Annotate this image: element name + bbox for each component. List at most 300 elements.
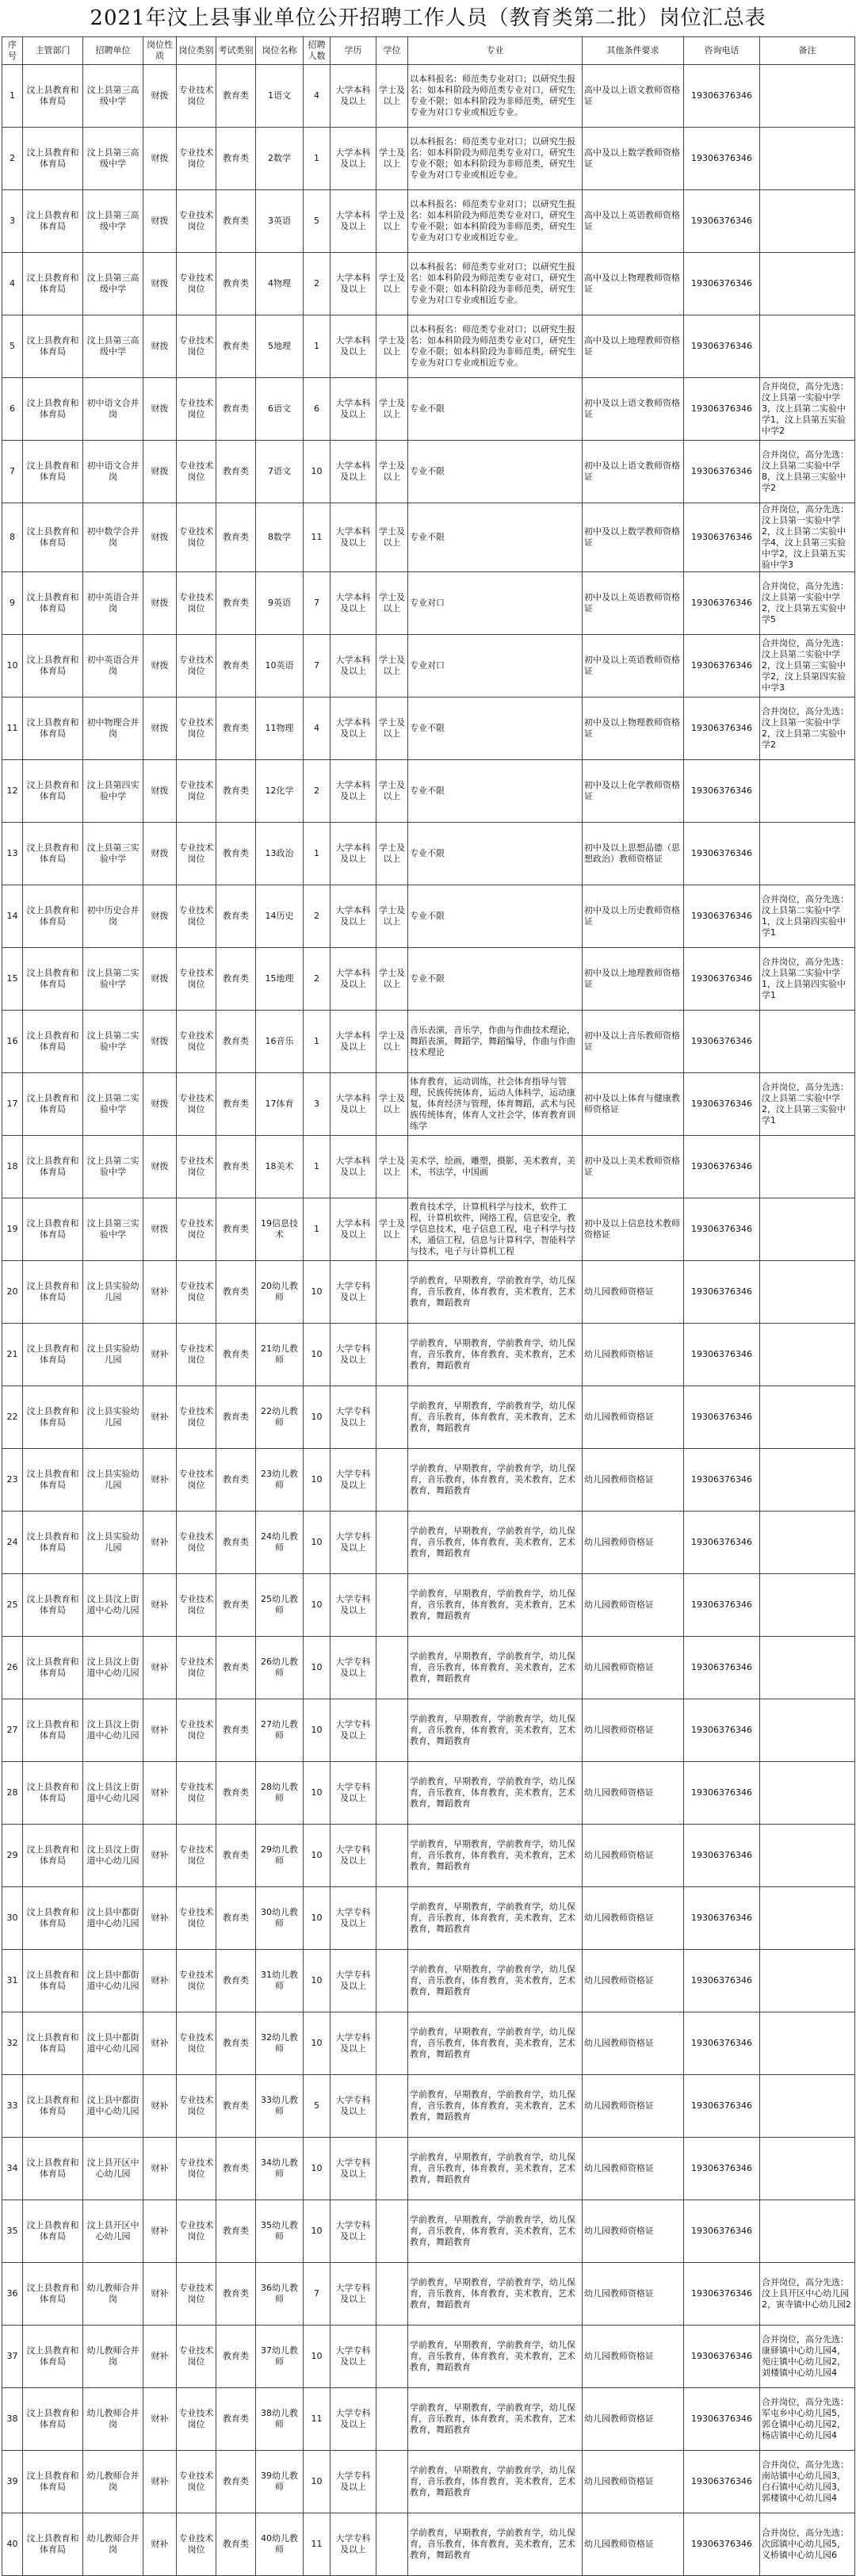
cell-education: 大学专科及以上	[331, 1762, 376, 1825]
cell-degree	[376, 2263, 408, 2326]
cell-post-name: 37幼儿教师	[256, 2326, 304, 2388]
cell-category: 专业技术岗位	[177, 441, 216, 503]
cell-headcount: 7	[304, 2263, 331, 2326]
cell-post-name: 18美术	[256, 1136, 304, 1198]
cell-major: 学前教育，早期教育，学前教育学，幼儿保育，音乐教育，体育教育，美术教育，艺术教育，舞蹈教育	[408, 1449, 583, 1512]
cell-unit: 初中历史合并岗	[83, 885, 143, 948]
cell-post-name: 23幼儿教师	[256, 1449, 304, 1512]
cell-category: 专业技术岗位	[177, 2138, 216, 2200]
cell-other-requirements: 高中及以上物理教师资格证	[583, 253, 684, 315]
cell-degree: 学士及以上	[376, 1073, 408, 1136]
cell-headcount: 10	[304, 2451, 331, 2513]
cell-other-requirements: 幼儿园教师资格证	[583, 2451, 684, 2513]
cell-degree	[376, 1887, 408, 1950]
positions-table	[2, 36, 855, 2576]
cell-remarks: 合并岗位，高分先选：康驿镇中心幼儿园4，苑庄镇中心幼儿园2，刘楼镇中心幼儿园4	[760, 2326, 855, 2388]
cell-major: 以本科报名：师范类专业对口；以研究生报名：如本科阶段为师范类专业对口，研究生专业不限；如本科阶段为非师范类，研究生专业为对口专业或相近专业。	[408, 253, 583, 315]
cell-category: 专业技术岗位	[177, 1762, 216, 1825]
cell-headcount: 7	[304, 572, 331, 635]
cell-degree: 学士及以上	[376, 65, 408, 128]
table-row	[2, 315, 855, 378]
cell-unit: 初中英语合并岗	[83, 635, 143, 698]
cell-department: 汶上县教育和体育局	[23, 1449, 83, 1512]
cell-phone: 19306376346	[684, 2326, 760, 2388]
cell-major: 学前教育，早期教育，学前教育学，幼儿保育，音乐教育，体育教育，美术教育，艺术教育，舞蹈教育	[408, 2263, 583, 2326]
table-row	[2, 1261, 855, 1324]
cell-phone: 19306376346	[684, 2263, 760, 2326]
table-row	[2, 253, 855, 315]
cell-headcount: 5	[304, 190, 331, 253]
cell-post-name: 15地理	[256, 948, 304, 1011]
cell-post-name: 21幼儿教师	[256, 1324, 304, 1386]
cell-major: 学前教育，早期教育，学前教育学，幼儿保育，音乐教育，体育教育，美术教育，艺术教育，舞蹈教育	[408, 1950, 583, 2012]
cell-degree	[376, 2200, 408, 2263]
cell-exam-type: 教育类	[216, 1574, 256, 1637]
cell-major: 学前教育，早期教育，学前教育学，幼儿保育，音乐教育，体育教育，美术教育，艺术教育，舞蹈教育	[408, 1762, 583, 1825]
cell-post-name: 2数学	[256, 128, 304, 190]
cell-unit: 幼儿教师合并岗	[83, 2326, 143, 2388]
cell-post-name: 35幼儿教师	[256, 2200, 304, 2263]
table-row	[2, 885, 855, 948]
cell-post-name: 17体育	[256, 1073, 304, 1136]
cell-other-requirements: 幼儿园教师资格证	[583, 1637, 684, 1699]
cell-remarks	[760, 1637, 855, 1699]
column-header: 咨询电话	[684, 37, 760, 65]
cell-remarks	[760, 1825, 855, 1887]
cell-number: 15	[2, 948, 23, 1011]
cell-major: 学前教育，早期教育，学前教育学，幼儿保育，音乐教育，体育教育，美术教育，艺术教育，舞蹈教育	[408, 1512, 583, 1574]
cell-category: 专业技术岗位	[177, 760, 216, 823]
cell-post-name: 29幼儿教师	[256, 1825, 304, 1887]
cell-degree: 学士及以上	[376, 698, 408, 760]
cell-unit: 汶上县中都街道中心幼儿园	[83, 2012, 143, 2075]
cell-nature: 财补	[143, 1825, 177, 1887]
cell-post-name: 9英语	[256, 572, 304, 635]
cell-exam-type: 教育类	[216, 1261, 256, 1324]
cell-exam-type: 教育类	[216, 128, 256, 190]
cell-degree	[376, 2075, 408, 2138]
cell-nature: 财补	[143, 2326, 177, 2388]
table-row	[2, 1950, 855, 2012]
cell-nature: 财补	[143, 1261, 177, 1324]
cell-other-requirements: 高中及以上数学教师资格证	[583, 128, 684, 190]
cell-category: 专业技术岗位	[177, 2451, 216, 2513]
cell-phone: 19306376346	[684, 1512, 760, 1574]
cell-remarks	[760, 2138, 855, 2200]
cell-major: 美术学，绘画，雕塑，摄影，美术教育，美术，书法学，中国画	[408, 1136, 583, 1198]
cell-major: 专业不限	[408, 441, 583, 503]
cell-department: 汶上县教育和体育局	[23, 1574, 83, 1637]
cell-degree	[376, 1386, 408, 1449]
cell-other-requirements: 幼儿园教师资格证	[583, 2388, 684, 2451]
cell-exam-type: 教育类	[216, 1386, 256, 1449]
cell-number: 18	[2, 1136, 23, 1198]
cell-number: 29	[2, 1825, 23, 1887]
cell-category: 专业技术岗位	[177, 823, 216, 885]
table-row	[2, 572, 855, 635]
cell-department: 汶上县教育和体育局	[23, 948, 83, 1011]
cell-number: 35	[2, 2200, 23, 2263]
cell-unit: 幼儿教师合并岗	[83, 2263, 143, 2326]
cell-other-requirements: 高中及以上英语教师资格证	[583, 190, 684, 253]
cell-remarks	[760, 1574, 855, 1637]
cell-nature: 财拨	[143, 1136, 177, 1198]
cell-other-requirements: 高中及以上语文教师资格证	[583, 65, 684, 128]
cell-degree: 学士及以上	[376, 128, 408, 190]
cell-remarks: 合并岗位，高分先选：汶上县第一实验中学3，汶上县第二实验中学1，汶上县第五实验中学2	[760, 378, 855, 441]
cell-education: 大学专科及以上	[331, 2200, 376, 2263]
cell-unit: 汶上县第二实验中学	[83, 1136, 143, 1198]
cell-headcount: 11	[304, 503, 331, 572]
cell-nature: 财补	[143, 1449, 177, 1512]
cell-category: 专业技术岗位	[177, 1011, 216, 1073]
cell-category: 专业技术岗位	[177, 128, 216, 190]
cell-department: 汶上县教育和体育局	[23, 1136, 83, 1198]
cell-remarks: 合并岗位，高分先选：军屯乡中心幼儿园5，郭仓镇中心幼儿园2，杨店镇中心幼儿园4	[760, 2388, 855, 2451]
cell-headcount: 10	[304, 1699, 331, 1762]
cell-phone: 19306376346	[684, 1637, 760, 1699]
cell-phone: 19306376346	[684, 503, 760, 572]
cell-department: 汶上县教育和体育局	[23, 65, 83, 128]
cell-education: 大学本科及以上	[331, 65, 376, 128]
cell-unit: 汶上县实验幼儿园	[83, 1324, 143, 1386]
cell-headcount: 10	[304, 1324, 331, 1386]
table-row	[2, 1699, 855, 1762]
cell-number: 20	[2, 1261, 23, 1324]
cell-headcount: 1	[304, 1136, 331, 1198]
column-header: 岗位名称	[256, 37, 304, 65]
table-body	[2, 65, 855, 2576]
header-row	[2, 37, 855, 65]
cell-remarks	[760, 65, 855, 128]
cell-exam-type: 教育类	[216, 1324, 256, 1386]
cell-remarks	[760, 1136, 855, 1198]
cell-remarks	[760, 1512, 855, 1574]
cell-education: 大学本科及以上	[331, 1011, 376, 1073]
cell-remarks	[760, 2200, 855, 2263]
cell-exam-type: 教育类	[216, 885, 256, 948]
cell-post-name: 12化学	[256, 760, 304, 823]
cell-major: 专业不限	[408, 378, 583, 441]
cell-department: 汶上县教育和体育局	[23, 503, 83, 572]
cell-education: 大学本科及以上	[331, 948, 376, 1011]
cell-headcount: 10	[304, 2138, 331, 2200]
cell-remarks	[760, 2075, 855, 2138]
cell-nature: 财补	[143, 2263, 177, 2326]
cell-degree	[376, 2388, 408, 2451]
cell-headcount: 4	[304, 698, 331, 760]
cell-unit: 汶上县开区中心幼儿园	[83, 2138, 143, 2200]
cell-unit: 汶上县中都街道中心幼儿园	[83, 1950, 143, 2012]
cell-exam-type: 教育类	[216, 1011, 256, 1073]
cell-nature: 财补	[143, 2513, 177, 2576]
cell-unit: 汶上县第四实验中学	[83, 760, 143, 823]
cell-major: 专业不限	[408, 698, 583, 760]
cell-post-name: 34幼儿教师	[256, 2138, 304, 2200]
cell-exam-type: 教育类	[216, 1512, 256, 1574]
cell-major: 以本科报名：师范类专业对口；以研究生报名：如本科阶段为师范类专业对口，研究生专业不限；如本科阶段为非师范类，研究生专业为对口专业或相近专业。	[408, 190, 583, 253]
cell-headcount: 1	[304, 1011, 331, 1073]
cell-major: 教育技术学，计算机科学与技术，软件工程，计算机软件，网络工程，信息安全，教学信息技术，电子信息工程，电子科学与技术，通信工程，信息与计算科学，智能科学与技术，电子与计算机工程	[408, 1198, 583, 1261]
cell-number: 5	[2, 315, 23, 378]
cell-nature: 财补	[143, 1699, 177, 1762]
cell-education: 大学本科及以上	[331, 503, 376, 572]
cell-nature: 财拨	[143, 635, 177, 698]
cell-unit: 汶上县第三实验中学	[83, 823, 143, 885]
cell-headcount: 11	[304, 2513, 331, 2576]
cell-exam-type: 教育类	[216, 1762, 256, 1825]
cell-nature: 财拨	[143, 948, 177, 1011]
cell-education: 大学本科及以上	[331, 253, 376, 315]
cell-number: 28	[2, 1762, 23, 1825]
cell-post-name: 32幼儿教师	[256, 2012, 304, 2075]
table-row	[2, 2012, 855, 2075]
cell-education: 大学本科及以上	[331, 823, 376, 885]
cell-degree: 学士及以上	[376, 885, 408, 948]
cell-exam-type: 教育类	[216, 2513, 256, 2576]
cell-major: 音乐表演，音乐学，作曲与作曲技术理论，舞蹈表演，舞蹈学，舞蹈编导，作曲与作曲技术理论	[408, 1011, 583, 1073]
cell-number: 33	[2, 2075, 23, 2138]
cell-headcount: 2	[304, 948, 331, 1011]
cell-department: 汶上县教育和体育局	[23, 378, 83, 441]
cell-phone: 19306376346	[684, 1386, 760, 1449]
cell-phone: 19306376346	[684, 1073, 760, 1136]
cell-remarks: 合并岗位，高分先选：汶上县第二实验中学2，汶上县第三实验中学2，汶上县第四实验中学3	[760, 635, 855, 698]
cell-remarks	[760, 1198, 855, 1261]
cell-remarks	[760, 190, 855, 253]
cell-department: 汶上县教育和体育局	[23, 1762, 83, 1825]
cell-unit: 汶上县实验幼儿园	[83, 1261, 143, 1324]
cell-department: 汶上县教育和体育局	[23, 2012, 83, 2075]
cell-phone: 19306376346	[684, 1449, 760, 1512]
cell-department: 汶上县教育和体育局	[23, 1386, 83, 1449]
cell-remarks	[760, 1699, 855, 1762]
cell-major: 学前教育，早期教育，学前教育学，幼儿保育，音乐教育，体育教育，美术教育，艺术教育，舞蹈教育	[408, 1574, 583, 1637]
cell-education: 大学本科及以上	[331, 128, 376, 190]
cell-unit: 汶上县中都街道中心幼儿园	[83, 1887, 143, 1950]
table-row	[2, 1198, 855, 1261]
cell-major: 学前教育，早期教育，学前教育学，幼儿保育，音乐教育，体育教育，美术教育，艺术教育，舞蹈教育	[408, 2200, 583, 2263]
cell-remarks	[760, 760, 855, 823]
cell-post-name: 5地理	[256, 315, 304, 378]
cell-nature: 财补	[143, 1386, 177, 1449]
table-row	[2, 190, 855, 253]
cell-number: 2	[2, 128, 23, 190]
cell-exam-type: 教育类	[216, 2326, 256, 2388]
cell-number: 26	[2, 1637, 23, 1699]
cell-education: 大学本科及以上	[331, 1136, 376, 1198]
table-row	[2, 2138, 855, 2200]
cell-headcount: 10	[304, 1637, 331, 1699]
table-row	[2, 65, 855, 128]
table-row	[2, 1512, 855, 1574]
cell-department: 汶上县教育和体育局	[23, 1825, 83, 1887]
cell-degree	[376, 1762, 408, 1825]
column-header: 学位	[376, 37, 408, 65]
cell-headcount: 10	[304, 2200, 331, 2263]
cell-number: 36	[2, 2263, 23, 2326]
cell-post-name: 7语文	[256, 441, 304, 503]
cell-post-name: 1语文	[256, 65, 304, 128]
cell-number: 21	[2, 1324, 23, 1386]
cell-remarks: 合并岗位，高分先选：南站镇中心幼儿园3，白石镇中心幼儿园3，郭楼镇中心幼儿园4	[760, 2451, 855, 2513]
column-header: 专业	[408, 37, 583, 65]
cell-number: 24	[2, 1512, 23, 1574]
cell-exam-type: 教育类	[216, 1449, 256, 1512]
cell-number: 19	[2, 1198, 23, 1261]
table-row	[2, 1762, 855, 1825]
cell-phone: 19306376346	[684, 760, 760, 823]
table-row	[2, 1574, 855, 1637]
cell-headcount: 10	[304, 1762, 331, 1825]
table-row	[2, 635, 855, 698]
cell-remarks: 合并岗位，高分先选：汶上县第二实验中学1，汶上县第四实验中学1	[760, 885, 855, 948]
cell-department: 汶上县教育和体育局	[23, 698, 83, 760]
cell-phone: 19306376346	[684, 65, 760, 128]
cell-number: 37	[2, 2326, 23, 2388]
cell-phone: 19306376346	[684, 378, 760, 441]
table-row	[2, 2451, 855, 2513]
cell-other-requirements: 幼儿园教师资格证	[583, 1512, 684, 1574]
cell-post-name: 28幼儿教师	[256, 1762, 304, 1825]
cell-nature: 财拨	[143, 441, 177, 503]
cell-exam-type: 教育类	[216, 253, 256, 315]
cell-exam-type: 教育类	[216, 635, 256, 698]
cell-unit: 汶上县汶上街道中心幼儿园	[83, 1699, 143, 1762]
cell-headcount: 2	[304, 760, 331, 823]
cell-unit: 汶上县第二实验中学	[83, 1011, 143, 1073]
cell-headcount: 2	[304, 253, 331, 315]
cell-degree: 学士及以上	[376, 315, 408, 378]
cell-category: 专业技术岗位	[177, 1073, 216, 1136]
column-header: 岗位性质	[143, 37, 177, 65]
cell-number: 40	[2, 2513, 23, 2576]
cell-number: 11	[2, 698, 23, 760]
cell-nature: 财补	[143, 1324, 177, 1386]
cell-education: 大学本科及以上	[331, 378, 376, 441]
cell-nature: 财拨	[143, 760, 177, 823]
cell-major: 专业对口	[408, 635, 583, 698]
column-header: 备注	[760, 37, 855, 65]
cell-department: 汶上县教育和体育局	[23, 823, 83, 885]
cell-unit: 初中英语合并岗	[83, 572, 143, 635]
cell-major: 学前教育，早期教育，学前教育学，幼儿保育，音乐教育，体育教育，美术教育，艺术教育，舞蹈教育	[408, 2451, 583, 2513]
cell-remarks: 合并岗位，高分先选：汶上县第一实验中学2，汶上县第五实验中学5	[760, 572, 855, 635]
cell-nature: 财拨	[143, 503, 177, 572]
cell-category: 专业技术岗位	[177, 2263, 216, 2326]
cell-nature: 财拨	[143, 378, 177, 441]
cell-phone: 19306376346	[684, 885, 760, 948]
table-row	[2, 1825, 855, 1887]
cell-education: 大学专科及以上	[331, 1825, 376, 1887]
cell-degree	[376, 2012, 408, 2075]
cell-category: 专业技术岗位	[177, 1261, 216, 1324]
cell-unit: 汶上县开区中心幼儿园	[83, 2200, 143, 2263]
cell-nature: 财拨	[143, 253, 177, 315]
cell-unit: 汶上县第三高级中学	[83, 128, 143, 190]
cell-exam-type: 教育类	[216, 1198, 256, 1261]
cell-department: 汶上县教育和体育局	[23, 760, 83, 823]
cell-degree	[376, 1324, 408, 1386]
cell-nature: 财拨	[143, 190, 177, 253]
cell-post-name: 4物理	[256, 253, 304, 315]
cell-degree: 学士及以上	[376, 948, 408, 1011]
cell-post-name: 31幼儿教师	[256, 1950, 304, 2012]
cell-category: 专业技术岗位	[177, 1324, 216, 1386]
cell-education: 大学专科及以上	[331, 1261, 376, 1324]
cell-post-name: 24幼儿教师	[256, 1512, 304, 1574]
cell-category: 专业技术岗位	[177, 2075, 216, 2138]
cell-major: 专业不限	[408, 760, 583, 823]
cell-number: 38	[2, 2388, 23, 2451]
cell-education: 大学专科及以上	[331, 1512, 376, 1574]
table-row	[2, 2263, 855, 2326]
cell-education: 大学专科及以上	[331, 2326, 376, 2388]
cell-nature: 财拨	[143, 698, 177, 760]
cell-headcount: 10	[304, 1574, 331, 1637]
cell-other-requirements: 初中及以上物理教师资格证	[583, 698, 684, 760]
cell-headcount: 1	[304, 823, 331, 885]
cell-other-requirements: 幼儿园教师资格证	[583, 1574, 684, 1637]
cell-post-name: 6语文	[256, 378, 304, 441]
cell-nature: 财拨	[143, 65, 177, 128]
cell-degree: 学士及以上	[376, 378, 408, 441]
cell-number: 14	[2, 885, 23, 948]
cell-department: 汶上县教育和体育局	[23, 1950, 83, 2012]
cell-education: 大学本科及以上	[331, 1073, 376, 1136]
cell-number: 22	[2, 1386, 23, 1449]
column-header: 序号	[2, 37, 23, 65]
cell-phone: 19306376346	[684, 2513, 760, 2576]
cell-nature: 财补	[143, 2388, 177, 2451]
cell-department: 汶上县教育和体育局	[23, 572, 83, 635]
column-header: 主管部门	[23, 37, 83, 65]
cell-other-requirements: 初中及以上语文教师资格证	[583, 378, 684, 441]
cell-remarks	[760, 1324, 855, 1386]
cell-unit: 汶上县第三高级中学	[83, 190, 143, 253]
cell-post-name: 8数学	[256, 503, 304, 572]
cell-headcount: 10	[304, 441, 331, 503]
cell-phone: 19306376346	[684, 2012, 760, 2075]
cell-phone: 19306376346	[684, 1261, 760, 1324]
table-row	[2, 1073, 855, 1136]
cell-major: 学前教育，早期教育，学前教育学，幼儿保育，音乐教育，体育教育，美术教育，艺术教育，舞蹈教育	[408, 1825, 583, 1887]
cell-category: 专业技术岗位	[177, 885, 216, 948]
cell-unit: 汶上县汶上街道中心幼儿园	[83, 1825, 143, 1887]
column-header: 考试类别	[216, 37, 256, 65]
cell-unit: 初中语文合并岗	[83, 441, 143, 503]
cell-degree	[376, 1512, 408, 1574]
column-header: 岗位类别	[177, 37, 216, 65]
cell-remarks	[760, 1449, 855, 1512]
cell-post-name: 14历史	[256, 885, 304, 948]
cell-category: 专业技术岗位	[177, 2513, 216, 2576]
cell-other-requirements: 幼儿园教师资格证	[583, 1825, 684, 1887]
table-row	[2, 503, 855, 572]
table-row	[2, 378, 855, 441]
cell-education: 大学本科及以上	[331, 315, 376, 378]
cell-education: 大学本科及以上	[331, 1198, 376, 1261]
cell-category: 专业技术岗位	[177, 1198, 216, 1261]
cell-phone: 19306376346	[684, 2451, 760, 2513]
cell-nature: 财拨	[143, 315, 177, 378]
cell-unit: 汶上县第三高级中学	[83, 253, 143, 315]
cell-exam-type: 教育类	[216, 2388, 256, 2451]
cell-major: 学前教育，早期教育，学前教育学，幼儿保育，音乐教育，体育教育，美术教育，艺术教育，舞蹈教育	[408, 2138, 583, 2200]
cell-category: 专业技术岗位	[177, 1637, 216, 1699]
cell-major: 学前教育，早期教育，学前教育学，幼儿保育，音乐教育，体育教育，美术教育，艺术教育，舞蹈教育	[408, 1699, 583, 1762]
cell-department: 汶上县教育和体育局	[23, 128, 83, 190]
